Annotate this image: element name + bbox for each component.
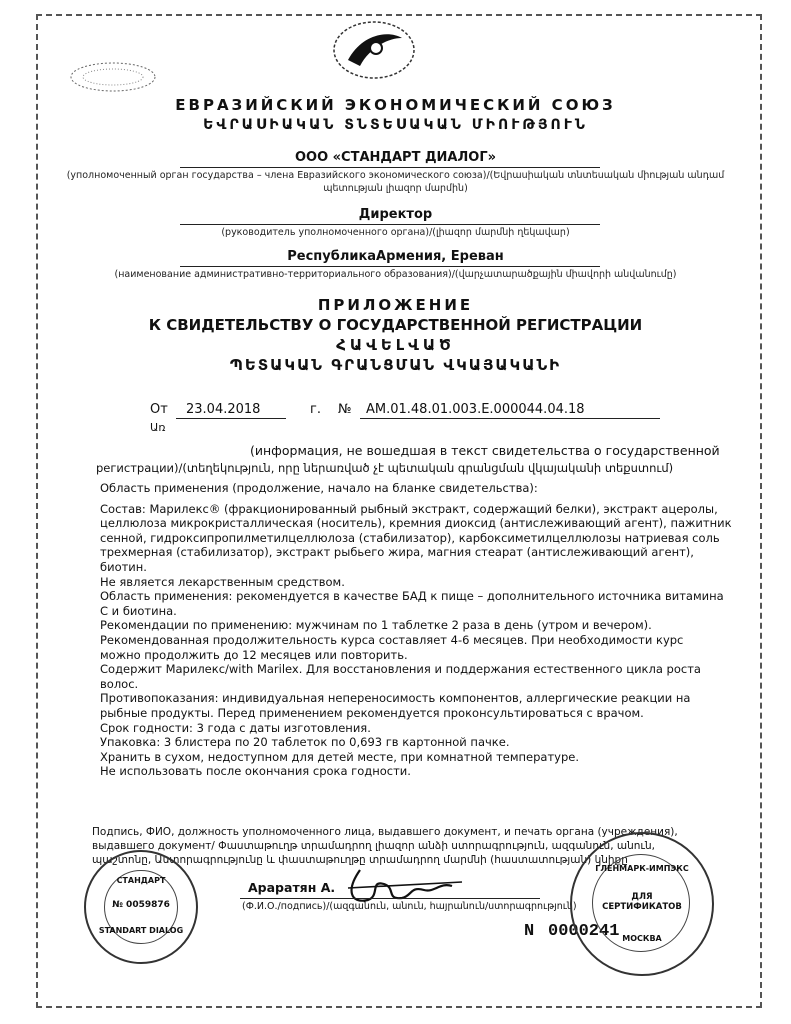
body-line: волос. [100, 676, 139, 691]
appendix-subtitle: К СВИДЕТЕЛЬСТВУ О ГОСУДАРСТВЕННОЙ РЕГИСТРАЦИИ [148, 316, 643, 334]
body-line: Противопоказания: индивидуальная непереносимость компонентов, аллергические реакции на [100, 691, 691, 706]
stamp-bottom-text: STANDART DIALOG [98, 926, 184, 935]
eaeu-emblem-icon [328, 16, 420, 84]
signatory-name: Араратян А. [248, 880, 336, 895]
stamp-top-text: ГЛЕНМАРК-ИМПЭКС [595, 864, 689, 873]
place-value: РеспубликаАрмения, Ереван [287, 249, 504, 264]
body-line: С и биотина. [100, 603, 177, 618]
body-line: Состав: Марилекс® (фракционированный рыбный экстракт, содержащий белки), экстракт ацеролы, [100, 501, 718, 516]
stamp-middle-text: № 0059876 [112, 900, 170, 910]
head-position: Директор [358, 207, 433, 222]
date-underline [176, 418, 286, 419]
body-line: Область применения: рекомендуется в качестве БАД к пище – дополнительного источника витамина [100, 589, 724, 604]
organ-underline [180, 167, 600, 168]
signature-hint: (Ф.И.О./подпись)/(ազգանուն, անուն, հայրանուն/ստորագրություն) [242, 901, 577, 912]
body-line: Хранить в сухом, недоступном для детей месте, при комнатной температуре. [100, 749, 579, 764]
signature-caption-2: выдавшего документ/ Փաստաթուղթ տրամադրող լիազոր անձի ստորագրություն, ազգանուն, անուն, [92, 840, 655, 852]
signature-caption-1: Подпись, ФИО, должность уполномоченного лица, выдавшего документ, и печать органа (учреждения), [92, 826, 678, 838]
cert-number: AM.01.48.01.003.E.000044.04.18 [366, 402, 585, 417]
from-label: От [150, 402, 168, 417]
info-line-1: (информация, не вошедшая в текст свидетельства о государственной [250, 443, 720, 458]
body-line: Упаковка: 3 блистера по 20 таблеток по 0,693 гв картонной пачке. [100, 735, 510, 750]
body-line: Рекомендации по применению: мужчинам по 1 таблетке 2 раза в день (утром и вечером). [100, 618, 652, 633]
body-line: рыбные продукты. Перед применением рекомендуется проконсультироваться с врачом. [100, 705, 644, 720]
place-underline [180, 266, 600, 267]
union-title-ru: ЕВРАЗИЙСКИЙ ЭКОНОМИЧЕСКИЙ СОЮЗ [175, 96, 616, 114]
body-line: биотин. [100, 559, 147, 574]
serial-label: N [524, 922, 535, 941]
body-line: Срок годности: 3 года с даты изготовления. [100, 720, 371, 735]
company-stamp [570, 832, 714, 976]
organ-name: ООО «СТАНДАРТ ДИАЛОГ» [294, 150, 497, 165]
body-line: Область применения (продолжение, начало на бланке свидетельства): [100, 481, 538, 495]
stamp-middle-text: ДЛЯ СЕРТИФИКАТОВ [602, 892, 682, 912]
organ-hint-1: (уполномоченный орган государства – члена Евразийского экономического союза)/(Եվրասիական տնտեսական միության անդամ [66, 170, 725, 181]
stamp-top-text: СТАНДАРТ [116, 876, 166, 885]
appendix-subtitle-am: ՊԵՏԱԿԱՆ ԳՐԱՆՑՄԱՆ ՎԿԱՅԱԿԱՆԻ [229, 356, 562, 374]
head-hint: (руководитель уполномоченного органа)/(լիազոր մարմնի ղեկավար) [221, 227, 570, 238]
body-text [100, 481, 732, 779]
body-line: трехмерная (стабилизатор), экстракт рыбьего жира, магния стеарат (антислеживающий агент), [100, 545, 694, 560]
un-label: Առ [150, 421, 166, 434]
union-title-am: ԵՎՐԱՍԻԱԿԱՆ ՏՆՏԵՍԱԿԱՆ ՄԻՈՒԹՅՈՒՆ [203, 117, 588, 133]
number-label: № [338, 402, 352, 417]
year-label: г. [310, 402, 321, 417]
body-line: Содержит Марилекс/with Marilex. Для восстановления и поддержания естественного цикла роста [100, 662, 701, 677]
body-line: Не является лекарственным средством. [100, 574, 345, 589]
body-line: целлюлоза микрокристаллическая (носитель), кремния диоксид (антислеживающий агент), пажитник [100, 516, 732, 531]
serial-number: 0000241 [548, 922, 620, 941]
body-line: Не использовать после окончания срока годности. [100, 764, 411, 779]
ornament-icon [68, 60, 158, 94]
stamp-bottom-text: МОСКВА [622, 934, 662, 943]
body-line: сенной, гидроксипропилметилцеллюлоза (стабилизатор), карбоксиметилцеллюлозы натриевая соль [100, 530, 720, 545]
cert-date: 23.04.2018 [186, 402, 261, 417]
appendix-title-am: ՀԱՎԵԼՎԱԾ [336, 336, 455, 354]
number-underline [360, 418, 660, 419]
head-underline [180, 224, 600, 225]
body-line: можно продолжить до 12 месяцев или повторить. [100, 647, 408, 662]
organ-stamp [84, 850, 198, 964]
organ-hint-2: պետության լիազոր մարմին) [323, 183, 468, 194]
place-hint: (наименование административно-территориального образования)/(վարչատարածքային միավորի անվանումը) [114, 269, 677, 280]
body-line: Рекомендованная продолжительность курса составляет 4-6 месяцев. При необходимости курс [100, 632, 684, 647]
info-line-2: регистрации)/(տեղեկություն, որը ներառված չէ պետական գրանցման վկայականի տեքստում) [96, 461, 674, 475]
signature-caption-3: պաշտոնը, Աստորագրությունը և փաստաթուղթը տրամադրող մարմնի (հաստատության) կնիքը [92, 854, 628, 866]
appendix-title: ПРИЛОЖЕНИЕ [317, 296, 474, 314]
signature-underline [240, 898, 540, 899]
